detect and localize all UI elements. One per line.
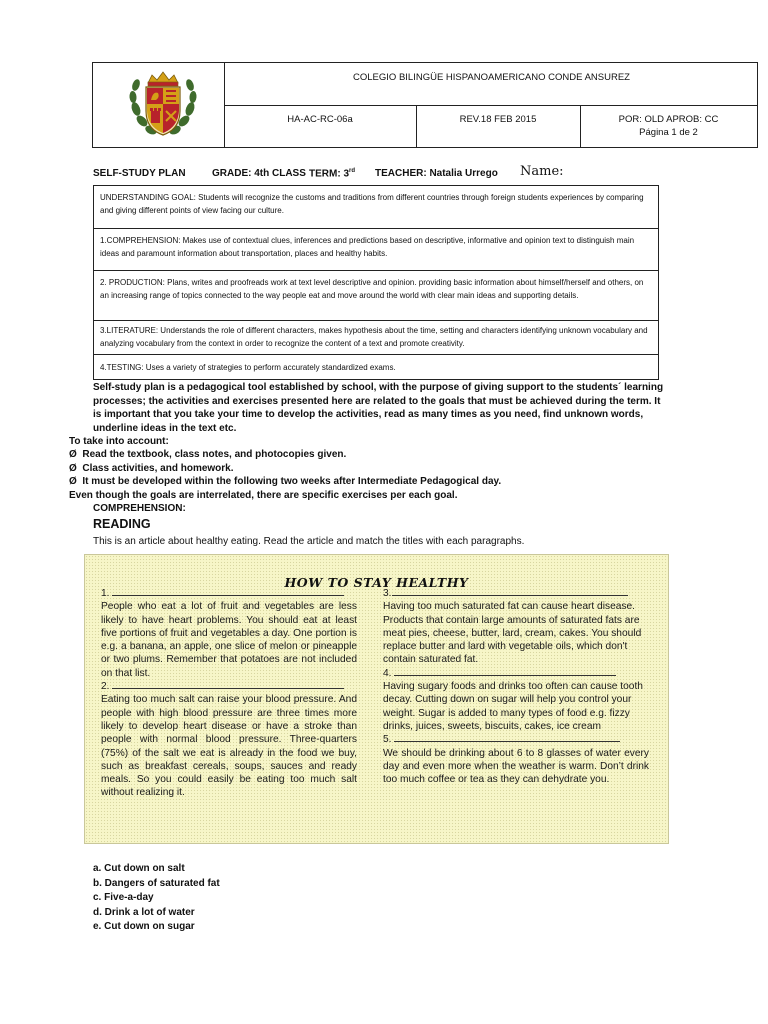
page-number: Página 1 de 2 (639, 127, 698, 138)
paragraph-number-line (101, 680, 357, 693)
author-approval: POR: OLD APROB: CC (618, 114, 719, 125)
goal-production (94, 270, 658, 320)
intro-line: is important that you take your time to develop the activities, read as many times as you need, find unknown words, (93, 409, 644, 420)
article-right-column (383, 587, 649, 786)
title-option: a. Cut down on salt (93, 863, 185, 874)
goal-text: UNDERSTANDING GOAL: Students will recognize the customs and traditions from different countries through foreign students experiences by comparing and giving different points of view facing our culture. (100, 193, 644, 215)
title-blank[interactable] (112, 680, 344, 689)
take-into-account-heading: To take into account: (69, 436, 169, 447)
intro-line: Self-study plan is a pedagogical tool established by school, with the purpose of giving support to the students´ learning (93, 382, 664, 393)
paragraph-text: People who eat a lot of fruit and vegetables are less likely to have heart problems. You should eat at least five portions of fruit and vegetables a day. One portion is e.g. a banana, an apple, one slice of melon or pineapple or two plums. Remember that potatoes are not included on that list. (101, 601, 357, 679)
interrelated-goals-note: Even though the goals are interrelated, there are specific exercises per each goal. (69, 490, 458, 501)
paragraph-text: We should be drinking about 6 to 8 glasses of water every day and even more when the weather is warm. Don’t drink too much coffee or tea as they can dehydrate you. (383, 747, 649, 786)
bullet-symbol: Ø (69, 476, 77, 487)
bullet-text: Class activities, and homework. (82, 463, 234, 474)
goal-understanding (94, 186, 658, 228)
paragraph-number-line (383, 733, 649, 746)
title-blank[interactable] (112, 587, 344, 596)
name-field-label: Name: (520, 164, 564, 179)
intro-line: processes; the activities and exercises presented here are related to the goals that must be achieved during the term. It (93, 396, 661, 407)
article-panel (84, 554, 669, 844)
goal-text: 1.COMPREHENSION: Makes use of contextual clues, inferences and predictions based on descriptive, informative and opinion text to distinguish main ideas and paramount information about transportation, places and healthy habits. (100, 236, 635, 258)
bullet-text: Read the textbook, class notes, and photocopies given. (82, 449, 347, 460)
goal-text: 2. PRODUCTION: Plans, writes and proofreads work at text level descriptive and opinion. providing basic information about himself/herself and others, on an increasing range of topics connected to the way people eat and move around the world with clear main ideas and supporting details. (100, 278, 644, 300)
intro-line: underline ideas in the text etc. (93, 423, 237, 434)
revision-date: REV.18 FEB 2015 (459, 114, 537, 125)
bullet-item (69, 448, 346, 461)
goal-text: 4.TESTING: Uses a variety of strategies to perform accurately standardized exams. (100, 363, 396, 372)
bullet-symbol: Ø (69, 449, 77, 460)
goal-testing (94, 354, 658, 379)
term-text: TERM: 3 (309, 168, 349, 180)
paragraph-number: 5. (383, 734, 392, 746)
paragraph-number-line (101, 587, 357, 600)
paragraph-text: Having too much saturated fat can cause heart disease. Products that contain large amounts of saturated fats are meat pies, cheese, butter, lard, cream, cakes. You should replace butter and lard with vegetable oils, which don't contain saturated fat. (383, 601, 642, 666)
title-blank[interactable] (392, 587, 628, 596)
paragraph-text: Having sugary foods and drinks too often can cause tooth decay. Cutting down on sugar will help you control your weight. Sugar is added to many types of food e.g. fizzy drinks, juices, sweets, biscuits, cakes, ice cream (383, 681, 643, 732)
teacher-label: TEACHER: Natalia Urrego (375, 168, 498, 179)
header-divider (224, 105, 757, 106)
paragraph-number-line (383, 667, 649, 680)
term-label (309, 168, 355, 179)
title-option: b. Dangers of saturated fat (93, 878, 220, 889)
bullet-text: It must be developed within the following two weeks after Intermediate Pedagogical day. (82, 476, 502, 487)
school-name: COLEGIO BILINGÜE HISPANOAMERICANO CONDE ANSUREZ (353, 72, 630, 83)
bullet-symbol: Ø (69, 463, 77, 474)
paragraph-text: Eating too much salt can raise your blood pressure. And people with high blood pressure are three times more likely to develop heart disease or have a stroke than people with normal blood pressure. Three-quarters (75%) of the salt we eat is already in the food we buy, such as breakfast cereals, soups, sauces and ready meals. So you could easily be eating too much salt without realizing it. (101, 694, 357, 799)
plan-title: SELF-STUDY PLAN (93, 168, 186, 179)
paragraph-number-line (383, 587, 649, 600)
header-divider (416, 105, 417, 147)
paragraph-number: 4. (383, 667, 392, 679)
grade-label: GRADE: 4th CLASS (212, 168, 306, 179)
goal-text: 3.LITERATURE: Understands the role of different characters, makes hypothesis about the time, setting and characters identifying unknown vocabulary and analyzing vocabulary from the context in order to recognize the content of a text and promote creativity. (100, 326, 648, 348)
reading-instruction: This is an article about healthy eating. Read the article and match the titles with each paragraphs. (93, 536, 525, 547)
title-option: c. Five-a-day (93, 892, 154, 903)
term-superscript: rd (349, 168, 355, 174)
article-left-column (101, 587, 357, 800)
comprehension-heading: COMPREHENSION: (93, 503, 186, 514)
goal-comprehension (94, 228, 658, 270)
title-option: d. Drink a lot of water (93, 907, 195, 918)
title-blank[interactable] (394, 733, 620, 742)
crest-icon (126, 69, 200, 141)
title-option: e. Cut down on sugar (93, 921, 195, 932)
bullet-item (69, 475, 501, 488)
title-blank[interactable] (394, 667, 616, 676)
reading-heading: READING (93, 517, 151, 531)
document-code: HA-AC-RC-06a (287, 114, 353, 125)
paragraph-number: 1. (101, 588, 110, 599)
paragraph-number: 2. (101, 681, 110, 693)
paragraph-number: 3. (383, 588, 392, 599)
article-title: HOW TO STAY HEALTHY (284, 575, 469, 590)
school-crest-logo (126, 69, 200, 141)
goals-table (93, 185, 659, 380)
goal-literature (94, 320, 658, 354)
bullet-item (69, 462, 234, 475)
